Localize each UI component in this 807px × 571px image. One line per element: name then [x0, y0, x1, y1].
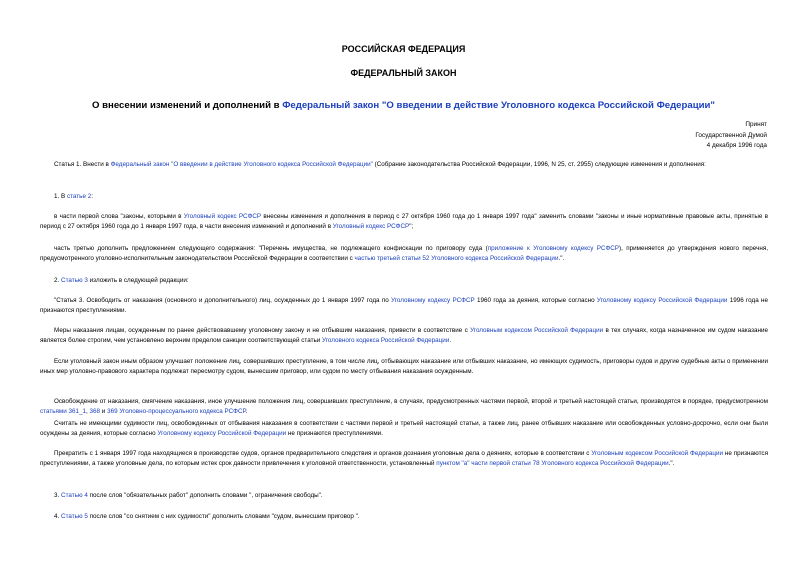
text-span: 1996 года не признаются преступлениями.: [40, 297, 768, 315]
text-span: (Собрание законодательства Российской Федерации, 1996, N 25, ст. 2955) следующие изменения и дополнения:: [372, 161, 706, 168]
article-3-text: [40, 296, 768, 316]
law-type-heading: ФЕДЕРАЛЬНЫЙ ЗАКОН: [350, 68, 457, 78]
text-span: Меры наказания лицам, осужденным по ранее действовавшему уголовному закону и не отбывшим наказания, привести в соответствие с: [54, 327, 471, 334]
criminal-code-rf-link[interactable]: Уголовным кодексом Российской Федерации: [591, 450, 724, 457]
text-span: Статья 1. Внести в: [54, 161, 111, 168]
text-span: ";: [409, 223, 414, 231]
text-span: .: [245, 408, 248, 416]
article-361-link[interactable]: статьями 361_1: [40, 408, 87, 416]
article-1-intro: [40, 160, 768, 170]
article-52-link[interactable]: частью третьей статьи 52 Уголовного кодекса Российской Федерации: [354, 255, 559, 263]
law-link[interactable]: Федеральный закон "О введении в действие Уголовного кодекса Российской Федерации": [110, 161, 373, 168]
criminal-code-rf-link[interactable]: Уголовным кодексом Российской Федерации: [470, 327, 604, 334]
article-3-part-5: [40, 419, 768, 439]
text-span: "Статья 3. Освободить от наказания (основного и дополнительного) лиц, осужденных до 1 января 1997 года по: [54, 297, 392, 304]
text-span: Прекратить с 1 января 1997 года находящиеся в производстве судов, органов предварительного следствия и органов дознания уголовные дела о деяниях, которые в соответствии с: [54, 450, 592, 457]
text-span: :: [91, 193, 93, 200]
text-span: внесены изменения и дополнения в период с 27 октября 1960 года до 1 января 1997 года" заменить словами "законы и иные нормативные правовые акты, принятые в период с 27 октября 1960 года до 1 января 1997 года, в части внесения изменений и дополнений в: [40, 213, 769, 231]
text-span: не признаются преступлениями, а также уголовные дела, по которым истек срок давности привлечения к уголовной ответственности, установленный: [40, 450, 768, 468]
article-3-part-4: [40, 397, 768, 417]
text-span: .: [449, 337, 452, 345]
article-3-link[interactable]: Статью 3: [61, 277, 88, 284]
law-title-prefix: О внесении изменений и дополнений в: [92, 100, 283, 111]
text-span: .".: [668, 460, 675, 468]
text-span: часть третью дополнить предложением следующего содержания: "Перечень имущества, не подлежащего конфискации по приговору суда (: [54, 245, 488, 252]
article-5-link[interactable]: Статью 5: [61, 513, 88, 520]
text-span: 2.: [54, 277, 62, 284]
text-span: изложить в следующей редакции:: [87, 277, 189, 284]
text-span: .".: [558, 255, 565, 263]
acceptance-block: [695, 120, 767, 152]
text-span: после слов "со снятием с них судимости" дополнить словами "судом, вынесшим приговор ".: [87, 513, 360, 520]
text-span: 1960 года за деяния, которые согласно: [474, 297, 597, 304]
text-span: не признаются преступлениями.: [286, 430, 383, 438]
text-span: ,: [86, 408, 90, 416]
country-heading: РОССИЙСКАЯ ФЕДЕРАЦИЯ: [341, 44, 466, 54]
accepted-label: Принят: [745, 121, 767, 128]
item-2: [40, 276, 768, 286]
law-title: [0, 100, 807, 111]
article-2-link[interactable]: статье 2: [66, 193, 92, 200]
article-3-part-2: [40, 326, 768, 346]
text-span: Освобождение от наказания, смягчение наказания, иное улучшение положения лиц, совершивших преступление, в случаях, предусмотренных частями первой, второй и третьей настоящей статьи, производятся в порядке, предусмотренном: [54, 398, 768, 405]
code-rsfsr-link[interactable]: Уголовному кодексу РСФСР: [391, 297, 475, 304]
code-rsfsr-link[interactable]: Уголовный кодекс РСФСР: [183, 213, 262, 220]
text-span: Считать не имеющими судимости лиц, освобожденных от отбывания наказания в соответствии с частями первой и третьей настоящей статьи, а также лиц, ранее отбывших наказание или освобожденных условно-досрочно, если они были осуждены за деяния, которые согласно: [40, 420, 768, 438]
item-1-part-1: [40, 212, 768, 232]
text-span: после слов "обязательных работ" дополнить словами ", ограничения свободы".: [87, 492, 323, 499]
item-1: [40, 192, 768, 202]
text-span: в части первой слова "законы, которыми в: [54, 213, 184, 220]
criminal-code-rf-link[interactable]: Уголовному кодексу Российской Федерации: [157, 430, 287, 438]
text-span: ), применяется до утверждения нового перечня, предусмотренного уголовно-исполнительным законодательством Российской Федерации в соответствии с: [40, 245, 768, 263]
code-rsfsr-link[interactable]: Уголовный кодекс РСФСР: [332, 223, 410, 231]
text-span: 4.: [54, 513, 62, 520]
criminal-code-rf-link[interactable]: Уголовного кодекса Российской Федерации: [322, 337, 450, 345]
item-3: [40, 491, 768, 501]
law-title-link[interactable]: Федеральный закон "О введении в действие Уголовного кодекса Российской Федерации": [282, 100, 715, 111]
text-span: и: [100, 408, 108, 416]
text-span: 1. В: [54, 193, 67, 200]
text-span: в тех случаях, когда назначенное им судом наказание является более строгим, чем установлено верхним пределом санкции соответствующей статьи: [40, 327, 768, 345]
accepted-date: 4 декабря 1996 года: [706, 142, 767, 149]
text-span: 3.: [54, 492, 62, 499]
article-3-part-3: Если уголовный закон иным образом улучшает положение лиц, совершивших преступление, в том числе лиц, отбывающих наказание или отбывших наказание, но имеющих судимость, приговоры судов и другие судебные акты о применении иных мер уголовно-правового характера подлежат пересмотру судом, вынесшим приговор, или судом по месту отбывания наказания осужденным.: [40, 358, 768, 376]
accepted-by: Государственной Думой: [695, 131, 767, 139]
article-4-link[interactable]: Статью 4: [61, 492, 88, 499]
article-369-link[interactable]: 369 Уголовно-процессуального кодекса РСФСР: [107, 408, 246, 416]
article-78-link[interactable]: пунктом "а" части первой статьи 78 Уголовного кодекса Российской Федерации: [436, 460, 669, 468]
item-4: [40, 512, 768, 522]
item-1-part-3: [40, 244, 768, 264]
article-3-part-6: [40, 449, 768, 469]
appendix-link[interactable]: приложение к Уголовному кодексу РСФСР: [487, 245, 619, 252]
criminal-code-rf-link[interactable]: Уголовному кодексу Российской Федерации: [596, 297, 728, 304]
article-368-link[interactable]: 368: [89, 408, 101, 416]
